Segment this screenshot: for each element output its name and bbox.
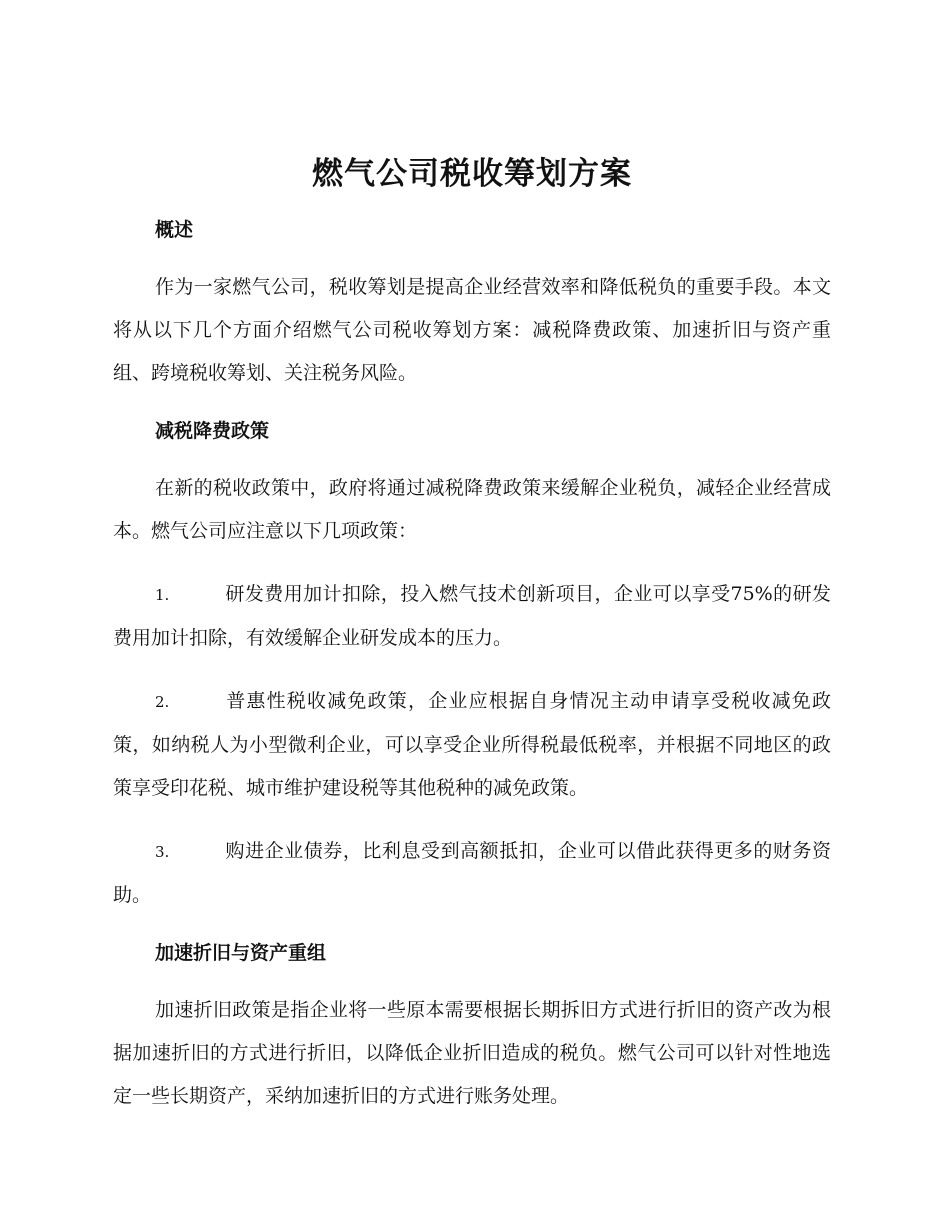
section-heading: 加速折旧与资产重组 xyxy=(155,942,327,964)
paragraph: 在新的税收政策中，政府将通过减税降费政策来缓解企业税负，减轻企业经营成本。燃气公司应注意以下几项政策： xyxy=(113,477,831,542)
section-overview xyxy=(113,214,831,395)
list-text: 普惠性税收减免政策，企业应根据自身情况主动申请享受税收减免政策，如纳税人为小型微利企业，可以享受企业所得税最低税率，并根据不同地区的政策享受印花税、城市维护建设税等其他税种的减免政策。 xyxy=(113,690,831,799)
list-item xyxy=(113,830,831,917)
list-text: 购进企业债券，比利息受到高额抵扣，企业可以借此获得更多的财务资助。 xyxy=(113,840,831,906)
list-text: 研发费用加计扣除，投入燃气技术创新项目，企业可以享受75%的研发费用加计扣除，有效缓解企业研发成本的压力。 xyxy=(113,583,831,649)
section-heading: 概述 xyxy=(155,219,194,241)
section-accelerated-depreciation xyxy=(113,937,831,1118)
section-heading: 减税降费政策 xyxy=(155,420,270,442)
paragraph: 作为一家燃气公司，税收筹划是提高企业经营效率和降低税负的重要手段。本文将从以下几个方面介绍燃气公司税收筹划方案：减税降费政策、加速折旧与资产重组、跨境税收筹划、关注税务风险。 xyxy=(113,276,831,384)
document-title: 燃气公司税收筹划方案 xyxy=(312,156,632,192)
paragraph: 加速折旧政策是指企业将一些原本需要根据长期拆旧方式进行折旧的资产改为根据加速折旧的方式进行折旧，以降低企业折旧造成的税负。燃气公司可以针对性地选定一些长期资产，采纳加速折旧的方式进行账务处理。 xyxy=(113,999,831,1107)
list-number: 1. xyxy=(155,586,170,604)
document-body xyxy=(113,148,831,1138)
list-item xyxy=(113,680,831,810)
list-item xyxy=(113,573,831,660)
section-tax-reduction xyxy=(113,415,831,917)
list-number: 2. xyxy=(155,693,170,711)
list-number: 3. xyxy=(155,843,170,861)
